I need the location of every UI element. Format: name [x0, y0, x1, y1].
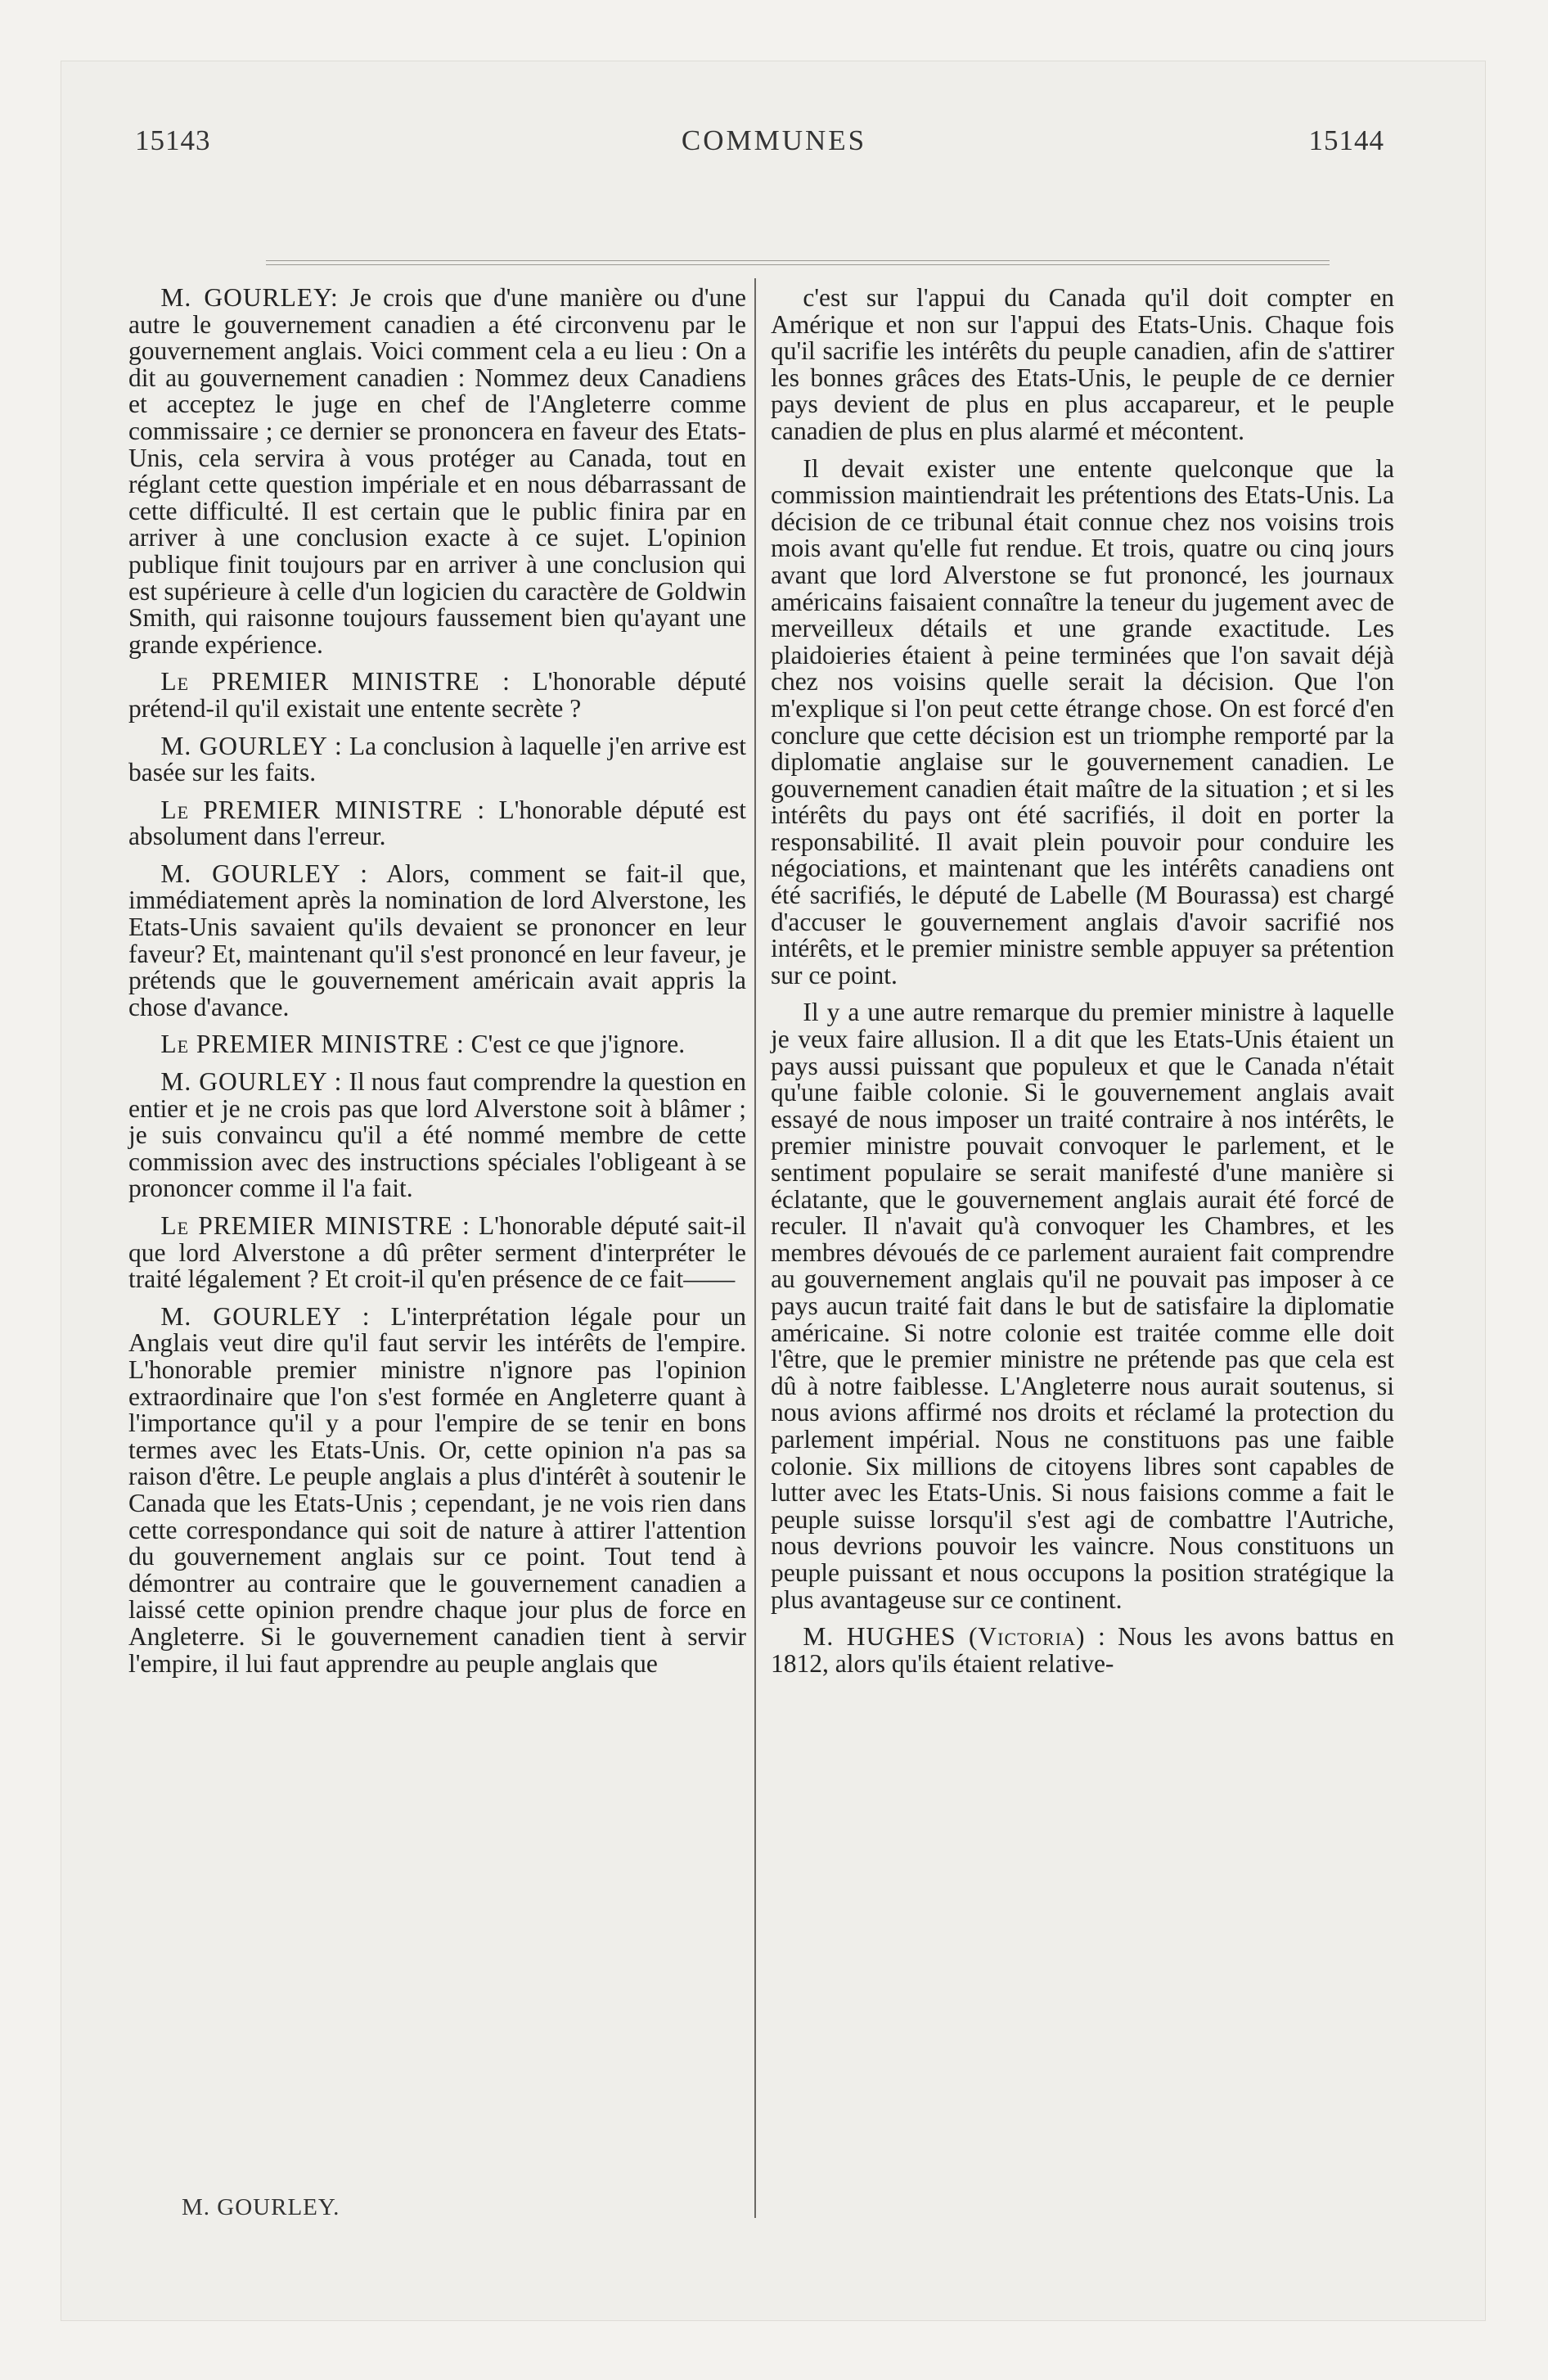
- paragraph-text: Nous les avons battus en 1812, alors qu'ils étaient relative-: [771, 1622, 1394, 1678]
- paragraph: [771, 285, 1394, 445]
- paragraph: [771, 453, 1394, 989]
- paragraph: [128, 733, 746, 787]
- paragraph-text: c'est sur l'appui du Canada qu'il doit compter en Amérique et non sur l'appui des Etats-Unis. Chaque fois qu'il sacrifie les intérêts du peuple canadien, afin de s'attirer les bonnes grâces des Etats-Unis, le peuple de ce dernier pays devient de plus en plus accapareur, et le peuple canadien de plus en plus alarmé et mécontent.: [771, 283, 1394, 445]
- right-column: [771, 285, 1394, 1688]
- paragraph-text: Il devait exister une entente quelconque que la commission maintiendrait les prétentions des Etats-Unis. La décision de ce tribunal était connue chez nos voisins trois mois avant qu'elle fut rendue. Et trois, quatre ou cinq jours avant que lord Alverstone se fut prononcé, les journaux américains faisaient connaître la teneur du jugement avec de merveilleux détails et une grande exactitude. Les plaidoieries étaient à peine terminées que l'on savait déjà chez nos voisins quelle serait la décision. Que l'on m'explique si l'on peut cette étrange chose. On est forcé d'en conclure que cette décision est un triomphe remporté par la diplomatie anglaise sur le gouvernement canadien. Le gouvernement canadien était maître de la situation ; et si les intérêts du pays ont été sacrifiés, il doit en porter la responsabilité. Il avait plein pouvoir pour conduire les négociations, et maintenant que les intérêts canadiens ont été sacrifiés, le député de Labelle (M Bourassa) est chargé d'accuser le gouvernement anglais d'avoir sacrifié nos intérêts, et le premier ministre semble appuyer sa prétention sur ce point.: [771, 453, 1394, 989]
- paragraph: [128, 1069, 746, 1202]
- paragraph: [771, 999, 1394, 1613]
- paragraph: [128, 285, 746, 658]
- paragraph-text: L'honorable député sait-il que lord Alverstone a dû prêter serment d'interpréter le traité légalement ? Et croit-il qu'en présence de ce fait——: [128, 1211, 747, 1294]
- speaker-name: M. HUGHES (Victoria) :: [803, 1622, 1106, 1652]
- paragraph: [771, 1624, 1394, 1677]
- paragraph-text: Il y a une autre remarque du premier ministre à laquelle je veux faire allusion. Il a dit que les Etats-Unis étaient un pays aussi puissant que populeux et que le Canada n'était qu'une faible colonie. Si le gouvernement anglais avait essayé de nous imposer un traité contraire à nos intérêts, le premier ministre pouvait convoquer le parlement, et le sentiment populaire se serait manifesté d'une manière si éclatante, que le gouvernement anglais aurait été forcé de reculer. Il n'avait qu'à convoquer les Chambres, et les membres dévoués de ce parlement auraient fait comprendre au gouvernement anglais qu'il ne pouvait pas imposer à ce pays aucun traité fait dans le but de satisfaire la diplomatie américaine. Si notre colonie est traitée comme elle doit l'être, que le premier ministre ne prétende pas que cela est dû à notre faiblesse. L'Angleterre nous aurait soutenus, si nous avions affirmé nos droits et réclamé la protection du parlement impérial. Nous ne constituons pas une faible colonie. Six millions de citoyens libres sont capables de lutter avec les Etats-Unis. Si nous faisions comme a fait le peuple suisse lorsqu'il s'est agi de combattre l'Autriche, nous devrions pouvoir les vaincre. Nous constituons un peuple puissant et nous occupons la position stratégique la plus avantageuse sur ce continent.: [771, 998, 1394, 1614]
- paragraph-text: Je crois que d'une manière ou d'une autre le gouvernement canadien a été circonvenu par le gouvernement anglais. Voici comment cela a eu lieu : On a dit au gouvernement canadien : Nommez deux Canadiens et acceptez le juge en chef de l'Angleterre comme commissaire ; ce dernier se prononcera en faveur des Etats-Unis, cela servira à vous protéger au Canada, tout en réglant cette question impériale et en nous débarrassant de cette difficulté. Il est certain que le public finira par en arriver à une conclusion exacte à ce sujet. L'opinion publique finit toujours par en arriver à une conclusion qui est supérieure à celle d'un logicien du caractère de Goldwin Smith, qui raisonne toujours faussement bien qu'ayant une grande expérience.: [128, 283, 747, 659]
- paragraph: [128, 1213, 746, 1293]
- paragraph-text: L'honorable député prétend-il qu'il existait une entente secrète ?: [128, 667, 747, 723]
- paragraph-text: L'honorable député est absolument dans l'erreur.: [128, 795, 747, 851]
- paragraph-text: Il nous faut comprendre la question en entier et je ne crois pas que lord Alverstone soit à blâmer ; je suis convaincu qu'il a été nommé membre de cette commission avec des instructions spéciales l'obligeant à se prononcer comme il l'a fait.: [128, 1067, 747, 1203]
- header-rule-top: [266, 260, 1330, 261]
- speaker-name: Le PREMIER MINISTRE :: [160, 667, 511, 696]
- speaker-name: M. GOURLEY :: [160, 731, 343, 760]
- column-divider: [754, 278, 756, 2218]
- paragraph: [128, 1031, 746, 1058]
- page-number-left: 15143: [135, 124, 211, 156]
- speaker-name: Le PREMIER MINISTRE :: [160, 795, 486, 824]
- paragraph: [128, 797, 746, 850]
- page-title: COMMUNES: [681, 124, 867, 156]
- paragraph: [128, 861, 746, 1021]
- paragraph-text: Alors, comment se fait-il que, immédiatement après la nomination de lord Alverstone, les Etats-Unis savaient qu'ils devaient se prononcer en leur faveur? Et, maintenant qu'il s'est prononcé en leur faveur, je prétends que le gouvernement américain avait appris la chose d'avance.: [128, 859, 747, 1021]
- paragraph: [128, 1301, 747, 1678]
- speaker-name: M. GOURLEY :: [160, 859, 368, 888]
- speaker-name: M. GOURLEY :: [160, 1301, 371, 1331]
- paragraph: [128, 669, 746, 722]
- footer-speaker: M. GOURLEY.: [182, 2194, 340, 2220]
- speaker-name: Le PREMIER MINISTRE :: [160, 1211, 470, 1240]
- speaker-name: Le PREMIER MINISTRE :: [160, 1030, 465, 1059]
- speaker-name: M. GOURLEY :: [160, 1067, 343, 1097]
- paragraph-text: C'est ce que j'ignore.: [470, 1030, 686, 1059]
- left-column: [128, 285, 746, 1688]
- header-rule-bottom: [266, 264, 1330, 265]
- speaker-name: M. GOURLEY:: [160, 283, 339, 312]
- paragraph-text: La conclusion à laquelle j'en arrive est basée sur les faits.: [128, 731, 746, 787]
- page-number-right: 15144: [1308, 124, 1384, 156]
- paragraph-text: L'interprétation légale pour un Anglais veut dire qu'il faut servir les intérêts de l'empire. L'honorable premier ministre n'ignore pas l'opinion extraordinaire que l'on s'est formée en Angleterre quant à l'importance qu'il y a pour l'empire de se tenir en bons termes avec les Etats-Unis. Or, cette opinion n'a pas sa raison d'être. Le peuple anglais a plus d'intérêt à soutenir le Canada que les Etats-Unis ; cependant, je ne vois rien dans cette correspondance qui soit de nature à attirer l'attention du gouvernement anglais sur ce point. Tout tend à démontrer au contraire que le gouvernement canadien a laissé cette opinion prendre chaque jour plus de force en Angleterre. Si le gouvernement canadien tient à servir l'empire, il lui faut apprendre au peuple anglais que: [128, 1301, 747, 1678]
